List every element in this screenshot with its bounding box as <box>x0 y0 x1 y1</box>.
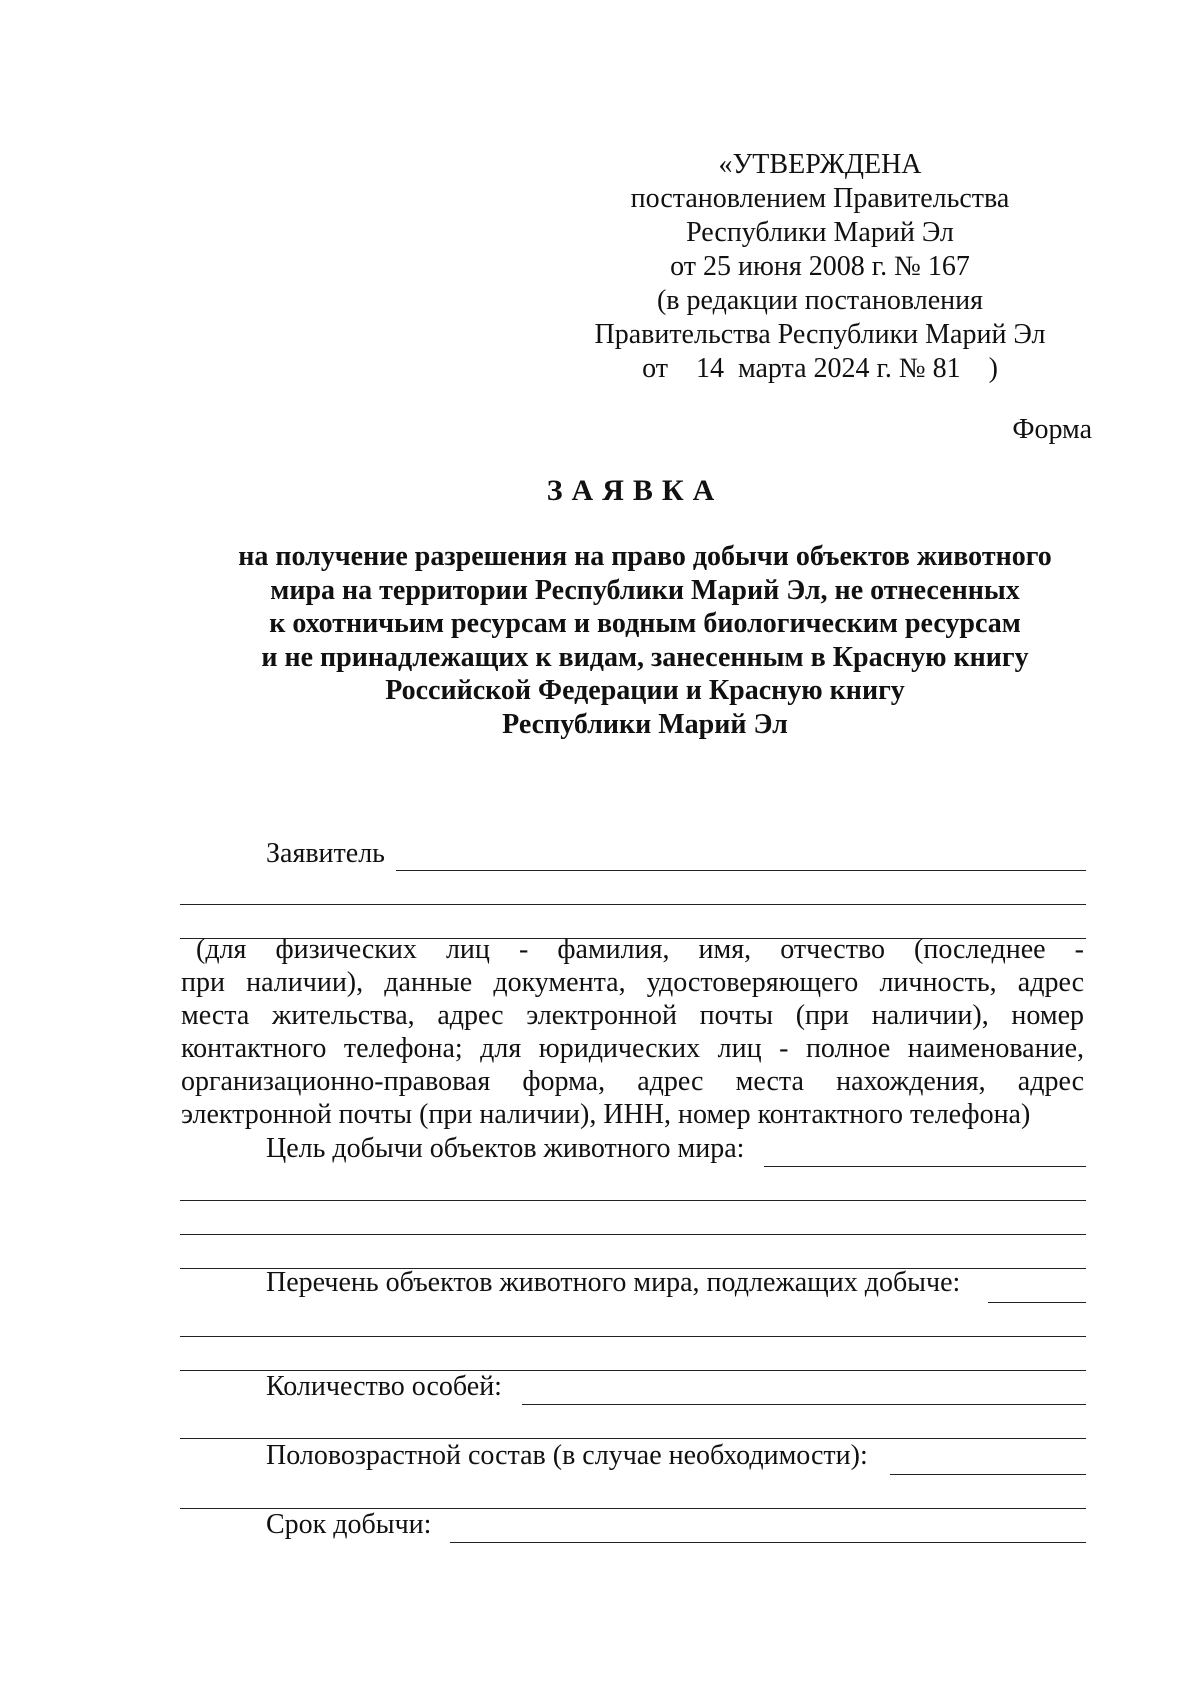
approval-line: (в редакции постановления <box>656 285 984 316</box>
count-fill-line[interactable] <box>180 1438 1086 1439</box>
hint-line: контактного телефона; для юридических лиц - полное наименование, <box>181 1033 1084 1064</box>
applicant-hint <box>181 933 1084 1131</box>
purpose-fill-line[interactable] <box>180 1200 1086 1201</box>
form-label: Форма <box>1012 414 1092 445</box>
approval-block <box>560 148 1080 386</box>
approval-line: «УТВЕРЖДЕНА <box>718 149 922 180</box>
sex-age-fill-line[interactable] <box>890 1474 1086 1475</box>
applicant-fill-line[interactable] <box>396 870 1086 871</box>
approval-line: постановлением Правительства <box>630 183 1010 214</box>
hint-line: (для физических лиц - фамилия, имя, отчество (последнее - <box>196 934 1084 965</box>
purpose-fill-line[interactable] <box>180 1234 1086 1235</box>
hint-line: при наличии), данные документа, удостоверяющего личность, адрес <box>181 967 1084 998</box>
applicant-label: Заявитель <box>266 838 385 869</box>
document-subtitle <box>220 540 1070 741</box>
species-list-fill-line[interactable] <box>180 1336 1086 1337</box>
term-label: Срок добычи: <box>266 1509 432 1540</box>
subtitle-line: Республики Марий Эл <box>502 708 788 740</box>
approval-line: от 25 июня 2008 г. № 167 <box>670 251 970 282</box>
subtitle-line: и не принадлежащих к видам, занесенным в Красную книгу <box>261 641 1029 673</box>
hint-line: организационно-правовая форма, адрес места нахождения, адрес <box>181 1066 1084 1097</box>
approval-line: Правительства Республики Марий Эл <box>594 319 1046 350</box>
approval-line: Республики Марий Эл <box>686 217 954 248</box>
approval-date-line: от 14 марта 2024 г. № 81 ) <box>642 353 998 384</box>
subtitle-line: на получение разрешения на право добычи объектов животного <box>238 541 1052 572</box>
purpose-fill-line[interactable] <box>764 1166 1086 1167</box>
subtitle-line: мира на территории Республики Марий Эл, не отнесенных <box>270 574 1020 606</box>
subtitle-line: Российской Федерации и Красную книгу <box>385 675 905 706</box>
count-fill-line[interactable] <box>522 1404 1086 1405</box>
document-title: ЗАЯВКА <box>546 474 724 507</box>
hint-line: электронной почты (при наличии), ИНН, номер контактного телефона) <box>181 1099 1031 1130</box>
species-list-label: Перечень объектов животного мира, подлежащих добыче: <box>266 1267 961 1298</box>
species-list-fill-line[interactable] <box>988 1302 1086 1303</box>
subtitle-line: к охотничьим ресурсам и водным биологическим ресурсам <box>269 608 1021 639</box>
purpose-label: Цель добычи объектов животного мира: <box>266 1133 745 1164</box>
term-fill-line[interactable] <box>450 1542 1086 1543</box>
hint-line: места жительства, адрес электронной почты (при наличии), номер <box>181 1000 1084 1031</box>
sex-age-label: Половозрастной состав (в случае необходимости): <box>266 1440 868 1471</box>
count-label: Количество особей: <box>266 1371 502 1402</box>
applicant-fill-line[interactable] <box>180 904 1086 905</box>
